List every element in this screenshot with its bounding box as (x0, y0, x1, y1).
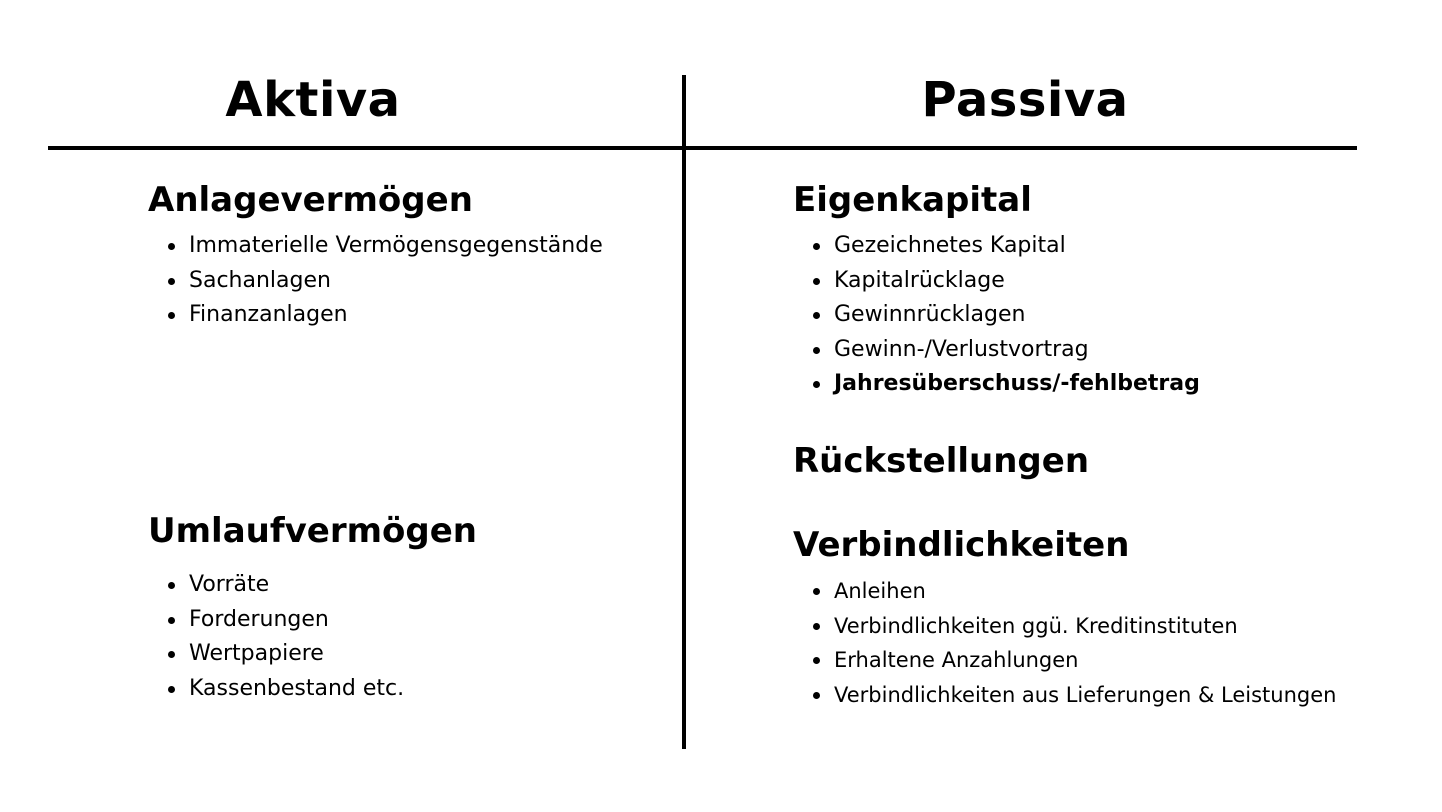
list-item (813, 333, 1200, 368)
list-item-label: Sachanlagen (189, 267, 331, 293)
bullet-icon (813, 588, 820, 595)
list-item (813, 298, 1200, 333)
list-item (813, 229, 1200, 264)
list-item-label: Gewinnrücklagen (834, 302, 1026, 328)
list-item-label: Wertpapiere (189, 641, 324, 667)
list-item-label: Vorräte (189, 572, 270, 597)
section-heading-anlagevermoegen: Anlagevermögen (148, 180, 473, 220)
section-heading-verbindlichkeiten: Verbindlichkeiten (793, 525, 1130, 565)
list-item-emphasized (813, 367, 1200, 402)
eigenkapital-list (813, 229, 1200, 402)
bullet-icon (813, 312, 820, 319)
bullet-icon (813, 692, 820, 699)
bullet-icon (813, 623, 820, 630)
list-item-label: Gezeichnetes Kapital (834, 233, 1066, 258)
bullet-icon (813, 347, 820, 354)
umlaufvermoegen-list (168, 568, 404, 706)
list-item-label: Kapitalrücklage (834, 267, 1005, 293)
list-item (168, 298, 603, 333)
passiva-title: Passiva (921, 72, 1129, 128)
bullet-icon (813, 278, 820, 285)
header-divider (48, 146, 1357, 150)
bullet-icon (813, 243, 820, 250)
list-item-label: Anleihen (834, 579, 926, 603)
bullet-icon (168, 651, 175, 658)
list-item-label: Erhaltene Anzahlungen (834, 648, 1079, 673)
list-item (168, 229, 603, 264)
list-item (168, 637, 404, 672)
list-item-label: Gewinn-/Verlustvortrag (834, 336, 1089, 362)
list-item-label: Finanzanlagen (189, 302, 348, 328)
list-item (813, 264, 1200, 299)
bullet-icon (168, 312, 175, 319)
section-heading-rueckstellungen: Rückstellungen (793, 441, 1090, 481)
bullet-icon (168, 617, 175, 624)
list-item (813, 609, 1336, 644)
anlagevermoegen-list (168, 229, 603, 333)
list-item-label: Kassenbestand etc. (189, 675, 405, 701)
list-item-label: Jahresüberschuss/-fehlbetrag (834, 371, 1200, 397)
list-item-label: Verbindlichkeiten ggü. Kreditinstituten (834, 613, 1238, 638)
bullet-icon (813, 657, 820, 664)
list-item (168, 672, 404, 707)
list-item-label: Verbindlichkeiten aus Lieferungen & Leistungen (834, 682, 1337, 707)
list-item (813, 574, 1336, 609)
bullet-icon (168, 686, 175, 693)
list-item (168, 568, 404, 603)
column-divider (682, 75, 686, 749)
bullet-icon (813, 381, 820, 388)
verbindlichkeiten-list (813, 574, 1336, 712)
section-heading-umlaufvermoegen: Umlaufvermögen (148, 511, 478, 551)
list-item (813, 643, 1336, 678)
list-item (813, 678, 1336, 713)
list-item (168, 603, 404, 638)
bullet-icon (168, 243, 175, 250)
list-item (168, 264, 603, 299)
list-item-label: Immaterielle Vermögensgegenstände (189, 233, 603, 258)
list-item-label: Forderungen (189, 606, 329, 632)
bullet-icon (168, 278, 175, 285)
aktiva-title: Aktiva (225, 72, 401, 128)
section-heading-eigenkapital: Eigenkapital (793, 180, 1032, 220)
bullet-icon (168, 582, 175, 589)
